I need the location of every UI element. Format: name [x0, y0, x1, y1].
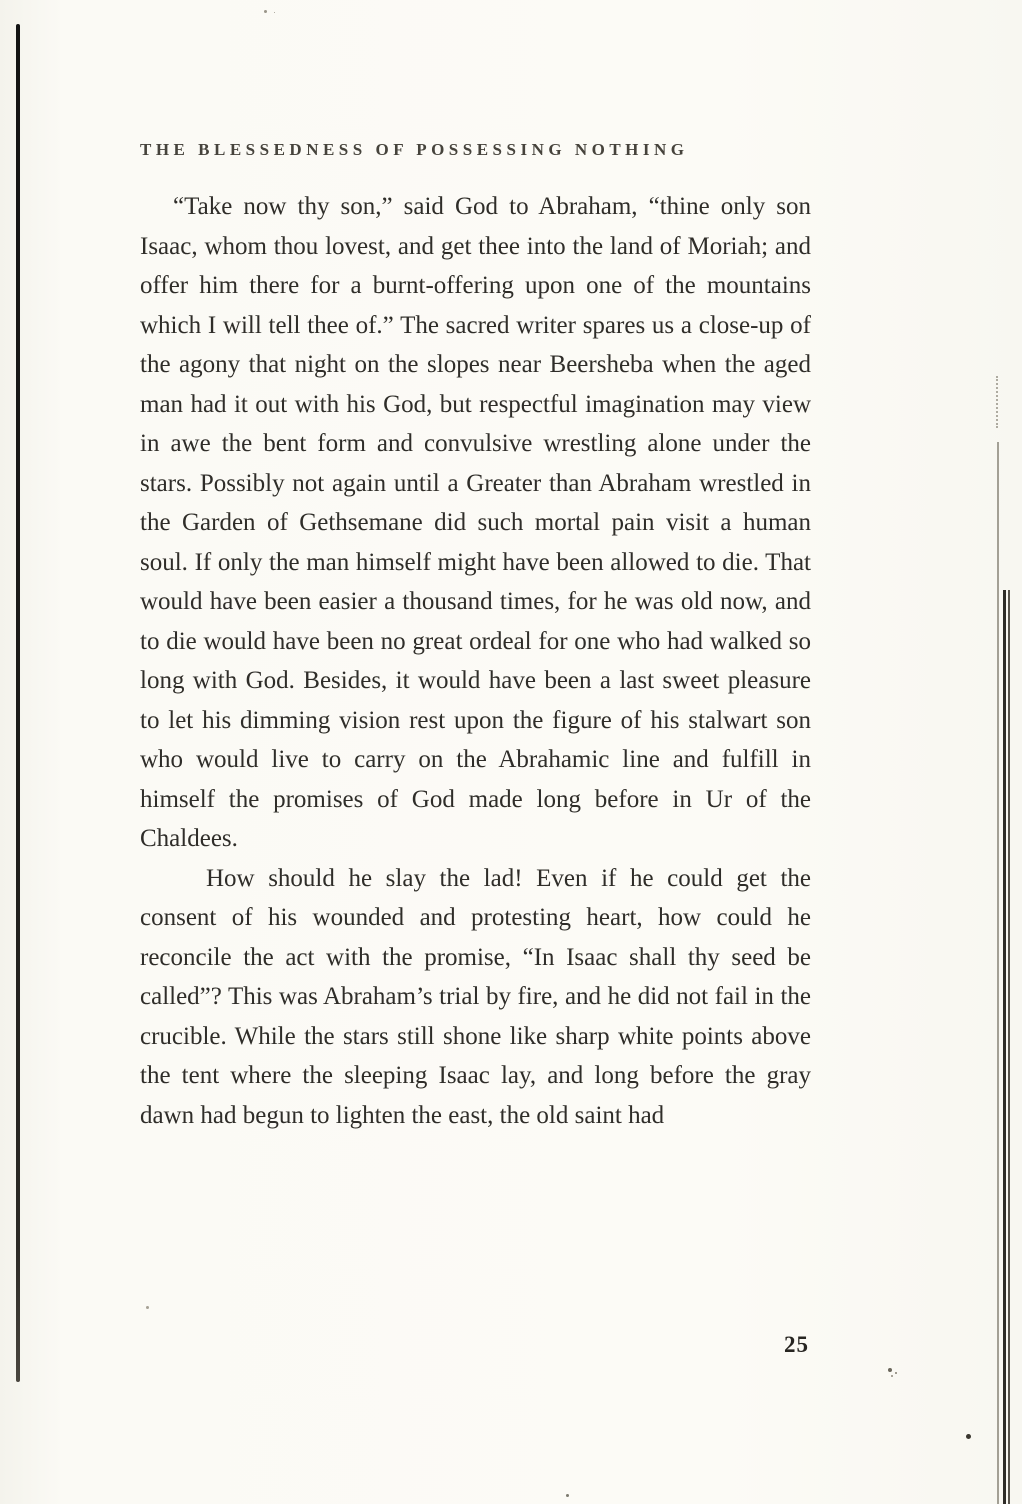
- scan-speck: [566, 1494, 569, 1497]
- running-header: THE BLESSEDNESS OF POSSESSING NOTHING: [140, 140, 689, 159]
- body-text: [140, 187, 811, 1135]
- page-number: 25: [784, 1332, 809, 1357]
- scan-speck: [888, 1368, 892, 1372]
- page-edge-dashes: [996, 376, 998, 428]
- scan-speck: [966, 1434, 971, 1439]
- paragraph-2: How should he slay the lad! Even if he could get the consent of his wounded and protesting heart, how could he reconcile the act with the promise, “In Isaac shall thy seed be called”? This was Abraham’s trial by fire, and he did not fail in the crucible. While the stars still shone like sharp white points above the tent where the sleeping Isaac lay, and long before the gray dawn had begun to lighten the east, the old saint had: [140, 864, 811, 1129]
- page-edge-line: [1008, 590, 1010, 1504]
- book-spine-line: [16, 24, 20, 1382]
- scan-speck: [264, 10, 267, 13]
- paragraph-1: “Take now thy son,” said God to Abraham, “thine only son Isaac, whom thou lovest, and get thee into the land of Moriah; and offer him there for a burnt-offering upon one of the mountains which I will tell thee of.” The sacred writer spares us a close-up of the agony that night on the slopes near Beersheba when the aged man had it out with his God, but respectful imagination may view in awe the bent form and convulsive wrestling alone under the stars. Possibly not again until a Greater than Abraham wrestled in the Garden of Gethsemane did such mortal pain visit a human soul. If only the man himself might have been allowed to die. That would have been easier a thousand times, for he was old now, and to die would have been no great ordeal for one who had walked so long with God. Besides, it would have been a last sweet pleasure to let his dimming vision rest upon the figure of his stalwart son who would live to carry on the Abrahamic line and fulfill in himself the promises of God made long before in Ur of the Chaldees.: [140, 193, 811, 852]
- page-edge-line: [1003, 590, 1006, 1504]
- scan-speck: [146, 1306, 149, 1309]
- page-edge-line: [997, 442, 999, 1504]
